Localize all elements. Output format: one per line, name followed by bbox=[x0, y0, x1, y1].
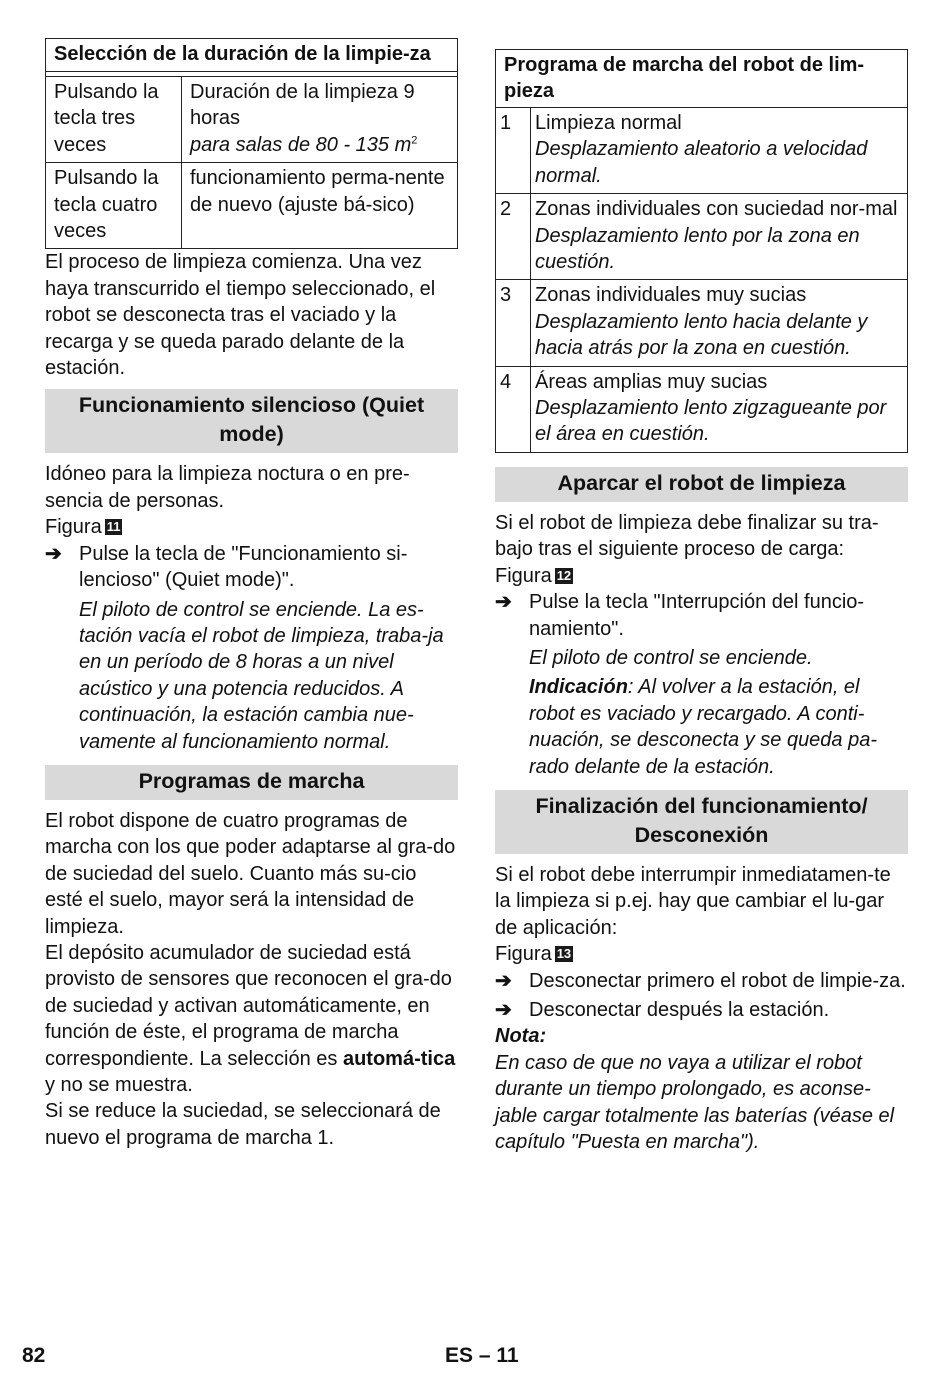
figure-label: Figura bbox=[45, 516, 102, 539]
program-title: Zonas individuales muy sucias bbox=[535, 284, 807, 307]
superscript: 2 bbox=[411, 134, 418, 147]
note-text: En caso de que no vaya a utilizar el robot durante un tiempo prolongado, es aconse-jable cargar totalmente las baterías (véase el capítulo "Puesta en marcha"). bbox=[495, 1051, 895, 1153]
program-description bbox=[531, 367, 907, 452]
table-cell-value bbox=[182, 77, 457, 162]
left-column bbox=[45, 38, 458, 1151]
table-row bbox=[496, 193, 907, 279]
programs-table bbox=[495, 49, 908, 453]
figure-label: Figura bbox=[495, 564, 552, 587]
figure-number-badge: 13 bbox=[556, 946, 572, 962]
instruction-text: Pulse la tecla "Interrupción del funcio-namiento". bbox=[529, 591, 865, 640]
figure-number-badge: 12 bbox=[556, 567, 572, 583]
note-label: Nota: bbox=[495, 1025, 547, 1048]
program-detail: Desplazamiento aleatorio a velocidad normal. bbox=[535, 138, 868, 187]
instruction-text: Desconectar primero el robot de limpie-za. bbox=[529, 969, 906, 992]
figure-reference bbox=[495, 563, 908, 589]
paragraph: El proceso de limpieza comienza. Una vez haya transcurrido el tiempo seleccionado, el robot se desconecta tras el vaciado y la recarga y se queda parado delante de la estación. bbox=[45, 251, 436, 380]
indication-text: : Al volver a la estación, el robot es vaciado y recargado. A conti-nuación, se desconecta y se queda pa-rado delante de la estación. bbox=[529, 676, 878, 778]
paragraph: Idóneo para la limpieza noctura o en pre-sencia de personas. bbox=[45, 463, 410, 512]
instruction-step bbox=[495, 968, 908, 994]
program-description bbox=[531, 194, 907, 279]
paragraph: Si se reduce la suciedad, se seleccionará de nuevo el programa de marcha 1. bbox=[45, 1100, 441, 1149]
paragraph: El robot dispone de cuatro programas de marcha con los que poder adaptarse al gra-do de suciedad del suelo. Cuanto más su-cio esté el suelo, mayor será la intensidad de limpieza. bbox=[45, 809, 456, 938]
instruction-text: Desconectar después la estación. bbox=[529, 998, 830, 1021]
language-page-marker: ES – 11 bbox=[445, 1344, 519, 1367]
section-heading: Funcionamiento silencioso (Quiet mode) bbox=[45, 389, 458, 453]
paragraph: Si el robot debe interrumpir inmediatamen-te la limpieza si p.ej. hay que cambiar el lu-gar de aplicación: bbox=[495, 863, 891, 939]
section-heading: Aparcar el robot de limpieza bbox=[495, 467, 908, 502]
program-title: Áreas amplias muy sucias bbox=[535, 370, 768, 393]
indication-label: Indicación bbox=[529, 676, 628, 699]
paragraph-bold: automá-tica bbox=[342, 1047, 456, 1070]
program-detail: Desplazamiento lento zigzagueante por el área en cuestión. bbox=[535, 397, 887, 446]
instruction-result: El piloto de control se enciende. La es-tación vacía el robot de limpieza, traba-ja en un período de 8 horas a un nivel acústico y una potencia reducidos. A continuación, la estación cambia nue-vamente al funcionamiento normal. bbox=[79, 598, 444, 753]
paragraph bbox=[45, 940, 458, 1098]
table-row bbox=[46, 77, 457, 162]
table-row bbox=[496, 279, 907, 365]
table-cell-key: Pulsando la tecla tres veces bbox=[46, 77, 182, 162]
program-number: 2 bbox=[496, 194, 531, 279]
program-title: Zonas individuales con suciedad nor-mal bbox=[535, 198, 898, 221]
instruction-result: El piloto de control se enciende. bbox=[529, 646, 813, 669]
arrow-right-icon: ➔ bbox=[495, 591, 512, 614]
programs-table-header: Programa de marcha del robot de lim-pieza bbox=[496, 50, 907, 108]
section-heading: Finalización del funcionamiento/ Desconexión bbox=[495, 790, 908, 854]
program-title: Limpieza normal bbox=[535, 112, 682, 134]
table-row bbox=[496, 108, 907, 193]
program-description bbox=[531, 280, 907, 365]
figure-number-badge: 11 bbox=[106, 519, 121, 535]
section-heading: Programas de marcha bbox=[45, 765, 458, 800]
paragraph-text: El depósito acumulador de suciedad está provisto de sensores que reconocen el gra-do de suciedad y activan automáticamente, en función de éste, el programa de marcha correspondiente. La selección es bbox=[45, 941, 452, 1070]
table-cell-key: Pulsando la tecla cuatro veces bbox=[46, 163, 182, 248]
instruction-step bbox=[495, 997, 908, 1023]
duration-table bbox=[45, 38, 458, 249]
figure-reference bbox=[45, 514, 458, 540]
arrow-right-icon: ➔ bbox=[495, 998, 512, 1021]
program-number: 4 bbox=[496, 367, 531, 452]
figure-label: Figura bbox=[495, 943, 552, 966]
right-column bbox=[495, 49, 908, 1155]
table-cell-value-text: Duración de la limpieza 9 horas bbox=[190, 81, 415, 130]
figure-reference bbox=[495, 941, 908, 967]
table-row bbox=[496, 366, 907, 452]
duration-table-header: Selección de la duración de la limpie-za bbox=[54, 43, 431, 65]
instruction-step bbox=[495, 589, 908, 642]
arrow-right-icon: ➔ bbox=[45, 542, 62, 565]
table-cell-value: funcionamiento perma-nente de nuevo (ajuste bá-sico) bbox=[190, 167, 445, 216]
program-detail: Desplazamiento lento por la zona en cuestión. bbox=[535, 224, 860, 274]
page-number: 82 bbox=[22, 1344, 46, 1367]
paragraph-text: y no se muestra. bbox=[45, 1074, 193, 1096]
table-cell-value-italic: para salas de 80 - 135 m bbox=[190, 133, 412, 156]
program-number: 3 bbox=[496, 280, 531, 365]
arrow-right-icon: ➔ bbox=[495, 969, 512, 992]
paragraph: Si el robot de limpieza debe finalizar su tra-bajo tras el siguiente proceso de carga: bbox=[495, 511, 879, 561]
table-row bbox=[46, 162, 457, 248]
instruction-text: Pulse la tecla de "Funcionamiento si-lencioso" (Quiet mode)". bbox=[79, 542, 408, 592]
program-description bbox=[531, 108, 907, 193]
program-detail: Desplazamiento lento hacia delante y hacia atrás por la zona en cuestión. bbox=[535, 310, 868, 360]
program-number: 1 bbox=[496, 108, 531, 193]
indication-note bbox=[495, 674, 908, 780]
instruction-step bbox=[45, 541, 458, 594]
